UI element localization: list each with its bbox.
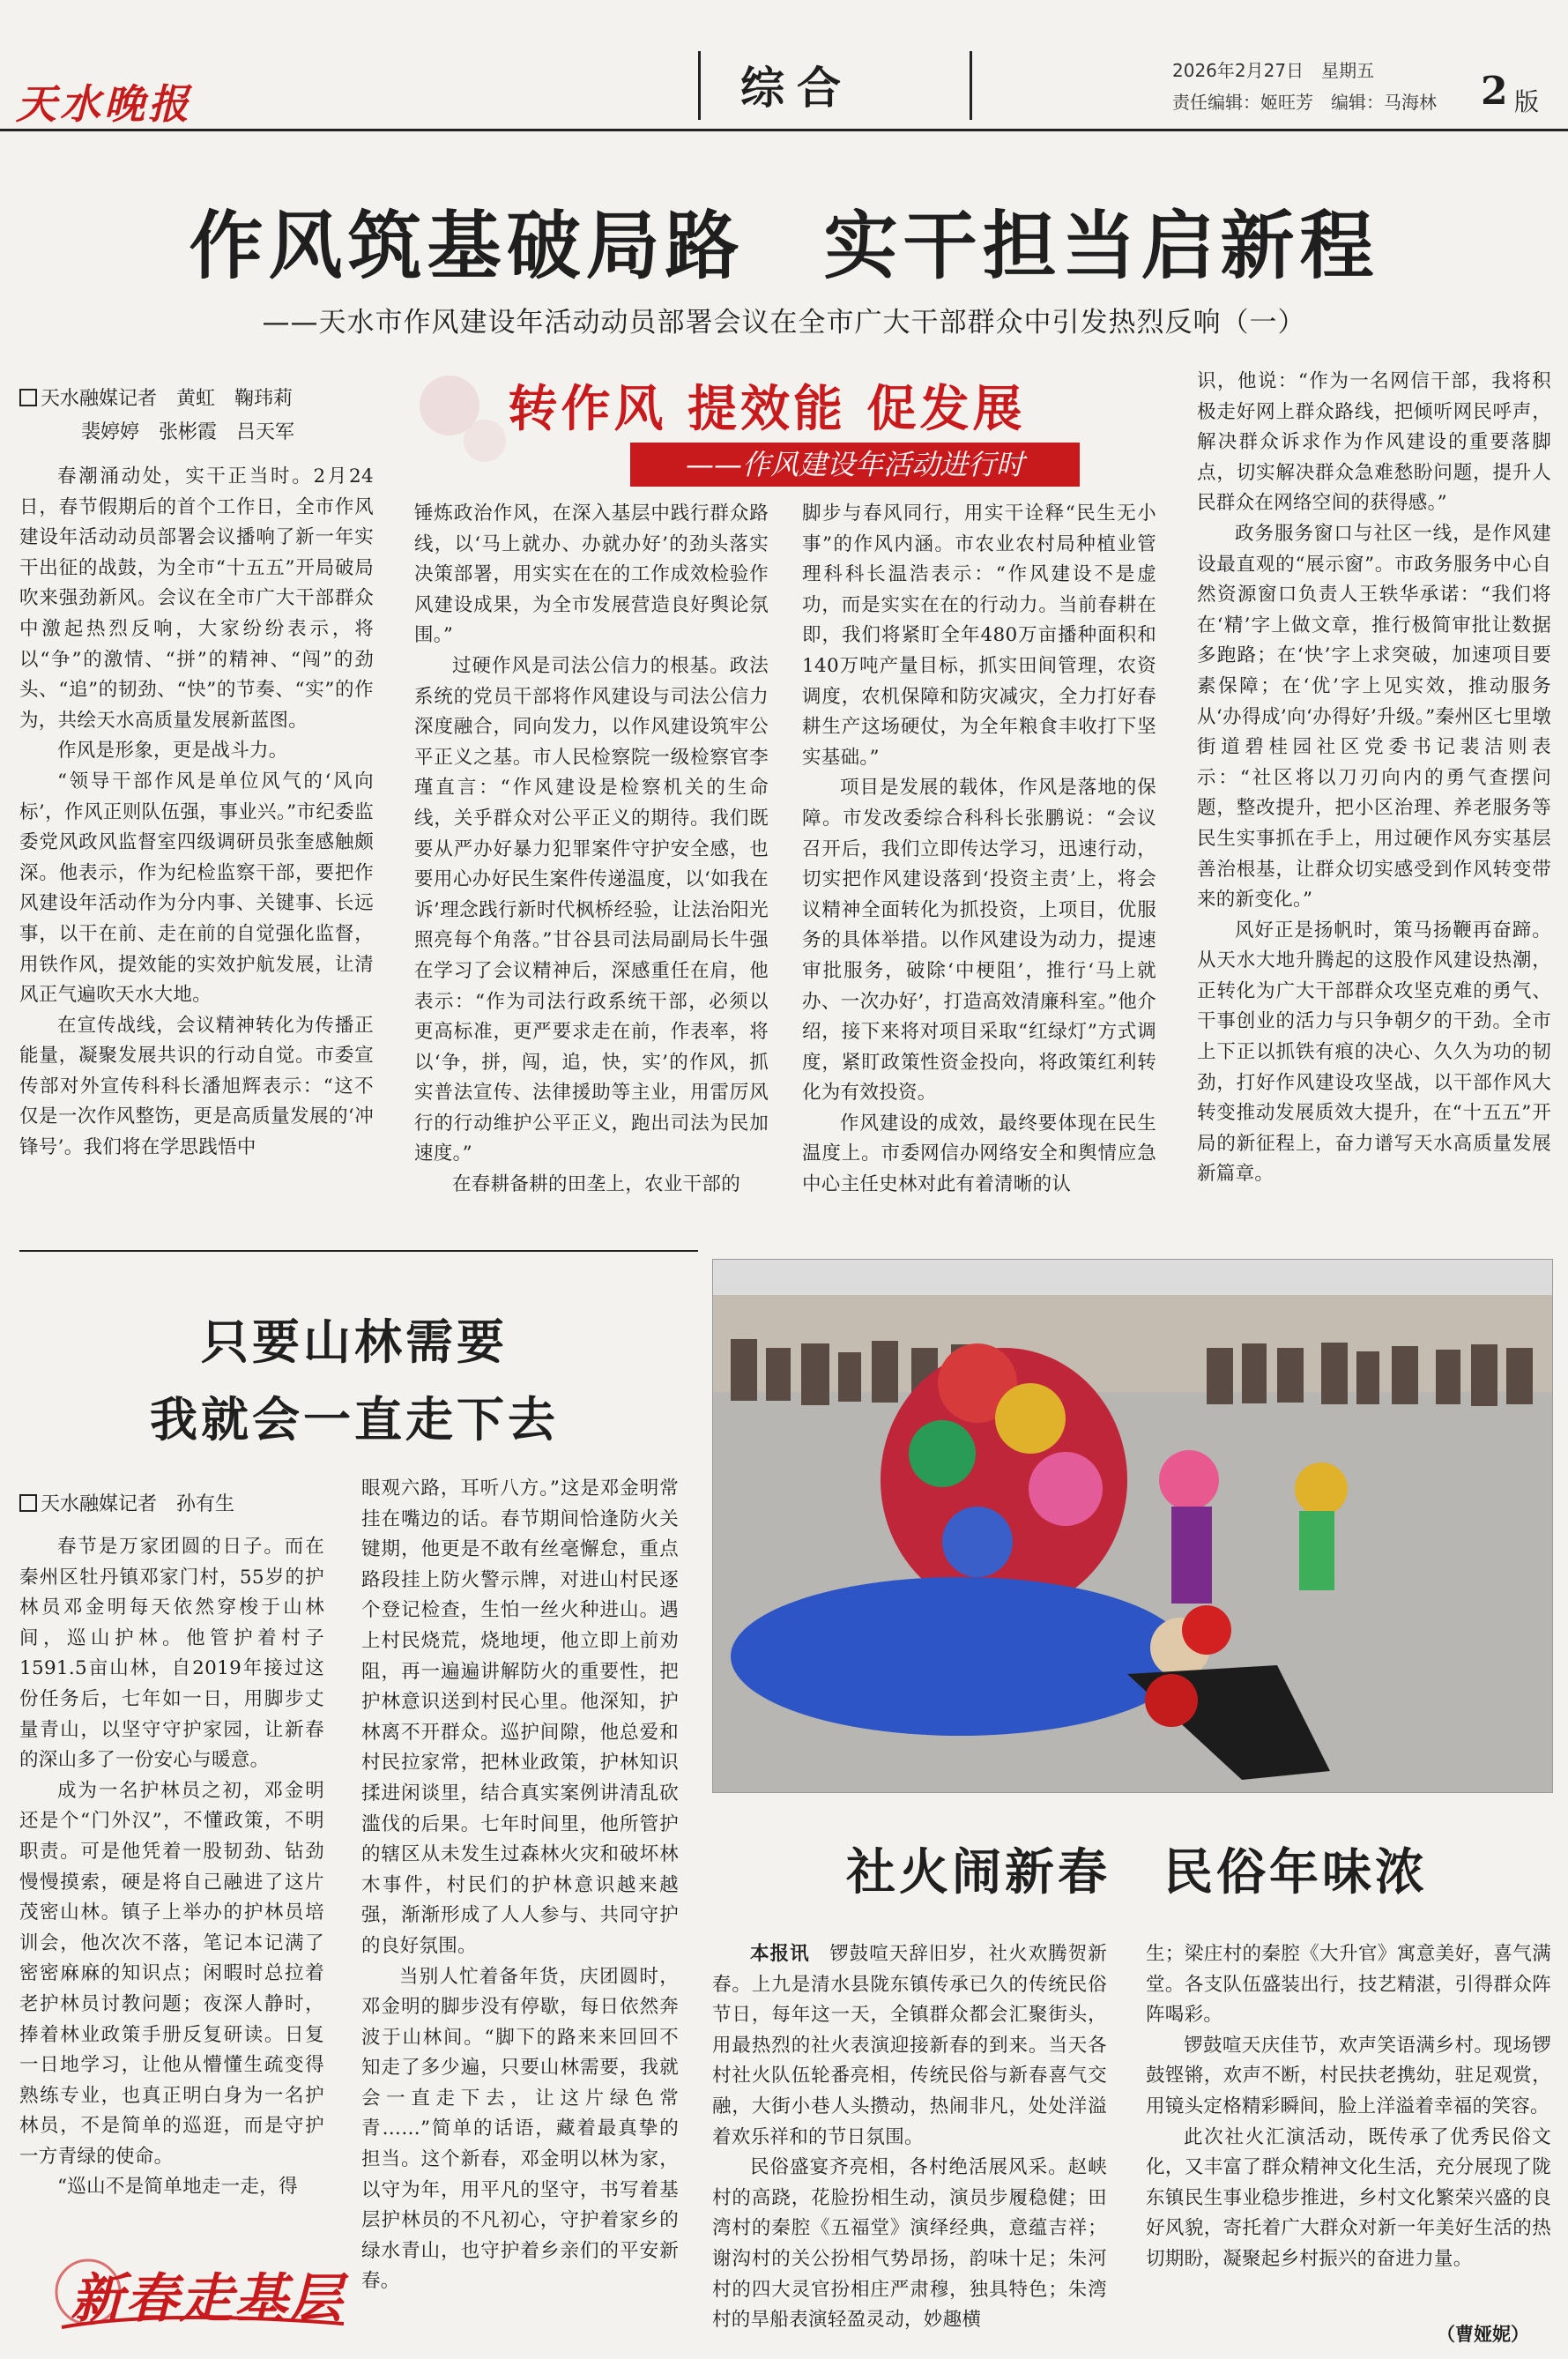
- shehuo-credit: （曹娅妮）: [1437, 2324, 1529, 2345]
- photo-illustration: [713, 1260, 1552, 1792]
- lead-byline: 天水融媒记者 黄虹 鞠玮莉: [19, 384, 293, 414]
- lead-column-4: 识，他说：“作为一名网信干部，我将积极走好网上群众路线，把倾听网民呼声，解决群众诉求作为作风建设的重要落脚点，切实解决群众急难愁盼问题，提升人民群众在网络空间的获得感。” 政务服务窗口与社区一线，是作风建设最直观的“展示窗”。市政务服务中心自然资源窗口负责人王轶华承诺：“我们将在‘精’字上做文章，推行极简审批让数据多跑路；在‘快’字上求突破，加速项目要素保障；在‘优’字上见实效，推动服务从‘办得成’向‘办得好’升级。”秦州区七里墩街道碧桂园社区党委书记裴洁则表示：“社区将以刀刃向内的勇气查摆问题，整改提升，把小区治理、养老服务等民生实事抓在手上，用过硬作风夯实基层善治根基，让群众切实感受到作风转变带来的新变化。” 风好正是扬帆时，策马扬鞭再奋蹄。从天水大地升腾起的这股作风建设热潮，正转化为广大干部群众攻坚克难的勇气、干事创业的活力与只争朝夕的干劲。全市上下正以抓铁有痕的决心、久久为功的韧劲，打好作风建设攻坚战，以干部作风大转变推动发展质效大提升，在“十五五”开局的新征程上，奋力谱写天水高质量发展新篇章。: [1197, 370, 1551, 1186]
- lead-column-1: 春潮涌动处，实干正当时。2月24日，春节假期后的首个工作日，全市作风建设年活动动员部署会议播响了新一年实干出征的战鼓，为全市“十五五”开局破局吹来强劲新风。会议在全市广大干部群众中激起热烈反响，大家纷纷表示，将以“争”的激情、“拼”的精神、“闯”的劲头、“追”的韧劲、“快”的节奏、“实”的作为，共绘天水高质量发展新蓝图。 作风是形象，更是战斗力。 “领导干部作风是单位风气的‘风向标’，作风正则队伍强，事业兴。”市纪委监委党风政风监督室四级调研员张奎感触颇深。他表示，作为纪检监察干部，要把作风建设年活动作为分内事、关键事、长远事，以干在前、走在前的自觉强化监督，用铁作风，提效能的实效护航发展，让清风正气遍吹天水大地。 在宣传战线，会议精神转化为传播正能量，凝聚发展共识的行动自觉。市委宣传部对外宣传科科长潘旭辉表示：“这不仅是一次作风整饬，更是高质量发展的‘冲锋号’。我们将在学思践悟中: [19, 465, 374, 1159]
- section-divider: [19, 1250, 698, 1252]
- lead-headline: 作风筑基破局路 实干担当启新程: [189, 202, 1379, 289]
- page-number: 2: [1481, 69, 1508, 114]
- shehuo-column-2: 生；梁庄村的秦腔《大升官》寓意美好，喜气满堂。各支队伍盛装出行，技艺精湛，引得群众阵阵喝彩。 锣鼓喧天庆佳节，欢声笑语满乡村。现场锣鼓铿锵，欢声不断，村民扶老携幼，驻足观赏，用镜头定格精彩瞬间，脸上洋溢着幸福的笑容。 此次社火汇演活动，既传承了优秀民俗文化，又丰富了群众精神文化生活，充分展现了陇东镇民生事业稳步推进，乡村文化繁荣兴盛的良好风貌，寄托着广大群众对新一年美好生活的热切期盼，凝聚起乡村振兴的奋进力量。: [1146, 1943, 1551, 2270]
- section-title: 综合: [740, 63, 853, 114]
- masthead-divider-right: [970, 51, 972, 120]
- masthead-divider-left: [698, 51, 701, 120]
- forest-column-2: 眼观六路，耳听八方。”这是邓金明常挂在嘴边的话。春节期间恰逢防火关键期，他更是不敢有丝毫懈怠，重点路段挂上防火警示牌，对进山村民逐个登记检查，生怕一丝火种进山。遇上村民烧荒，烧地埂，他立即上前劝阻，再一遍遍讲解防火的重要性，把护林意识送到村民心里。他深知，护林离不开群众。巡护间隙，他总爱和村民拉家常，把林业政策，护林知识揉进闲谈里，结合真实案例讲清乱砍滥伐的后果。七年时间里，他所管护的辖区从未发生过森林火灾和破坏林木事件，村民们的护林意识越来越强，渐渐形成了人人参与、共同守护的良好氛围。 当别人忙着备年货，庆团圆时，邓金明的脚步没有停歇，每日依然奔波于山林间。“脚下的路来来回回不知走了多少遍，只要山林需要，我就会一直走下去，让这片绿色常青……”简单的话语，藏着最真挚的担当。这个新春，邓金明以林为家，以守为年，用平凡的坚守，书写着基层护林员的不凡初心，守护着家乡的绿水青山，也守护着乡亲们的平安新春。: [361, 1477, 679, 2293]
- lead-column-3: 脚步与春风同行，用实干诠释“民生无小事”的作风内涵。市农业农村局种植业管理科科长温浩表示：“作风建设不是虚功，而是实实在在的行动力。当前春耕在即，我们将紧盯全年480万亩播种面积和140万吨产量目标，抓实田间管理，农资调度，农机保障和防灾减灾，全力打好春耕生产这场硬仗，为全年粮食丰收打下坚实基础。” 项目是发展的载体，作风是落地的保障。市发改委综合科科长张鹏说：“会议召开后，我们立即传达学习，迅速行动，切实把作风建设落到‘投资主责’上，将会议精神全面转化为抓投资，上项目，优服务的具体举措。以作风建设为动力，提速审批服务，破除‘中梗阻’，推行‘马上就办、一次办好’，打造高效清廉科室。”他介绍，接下来将对项目采取“红绿灯”方式调度，紧盯政策性资金投向，将政策红利转化为有效投资。 作风建设的成效，最终要体现在民生温度上。市委网信办网络安全和舆情应急中心主任史林对此有着清晰的认: [802, 502, 1156, 1196]
- banner-main-title: 转作风 提效能 促发展: [508, 381, 1026, 438]
- lead-column-2: 锤炼政治作风，在深入基层中践行群众路线，以‘马上就办、办就办好’的劲头落实决策部署，用实实在在的工作成效检验作风建设成果，为全市发展营造良好舆论氛围。” 过硬作风是司法公信力的根基。政法系统的党员干部将作风建设与司法公信力深度融合，同向发力，以作风建设筑牢公平正义之基。市人民检察院一级检察官李瑾直言：“作风建设是检察机关的生命线，关乎群众对公平正义的期待。我们既要从严办好暴力犯罪案件守护安全感，也要用心办好民生案件传递温度，以‘如我在诉’理念践行新时代枫桥经验，让法治阳光照亮每个角落。”甘谷县司法局副局长牛强在学习了会议精神后，深感重任在肩，他表示：“作为司法行政系统干部，必须以更高标准，更严要求走在前，作表率，将以‘争，拼，闯，追，快，实’的作风，抓实普法宣传、法律援助等主业，用雷厉风行的行动维护公平正义，跑出司法为民加速度。” 在春耕备耕的田垄上，农业干部的: [414, 502, 769, 1196]
- forest-column-1: 春节是万家团圆的日子。而在秦州区牡丹镇邓家门村，55岁的护林员邓金明每天依然穿梭于山林间，巡山护林。他管护着村子1591.5亩山林，自2019年接过这份任务后，七年如一日，用脚步丈量青山，以坚守守护家园，让新春的深山多了一份安心与暖意。 成为一名护林员之初，邓金明还是个“门外汉”，不懂政策，不明职责。可是他凭着一股韧劲、钻劲慢慢摸索，硬是将自己融进了这片茂密山林。镇子上举办的护林员培训会，他次次不落，笔记本记满了密密麻麻的知识点；闲暇时总拉着老护林员讨教问题；夜深人静时，捧着林业政策手册反复研读。日复一日地学习，让他从懵懂生疏变得熟练专业，也真正明白身为一名护林员，不是简单的巡逛，而是守护一方青绿的使命。 “巡山不是简单地走一走，得: [19, 1536, 324, 2199]
- forest-byline: 天水融媒记者 孙有生: [19, 1490, 234, 1520]
- newspaper-logo: 天水晚报: [16, 80, 192, 128]
- shehuo-column-1: 本报讯 锣鼓喧天辞旧岁，社火欢腾贺新春。上九是清水县陇东镇传承已久的传统民俗节日，每年这一天，全镇群众都会汇聚街头，用最热烈的社火表演迎接新春的到来。当天各村社火队伍轮番亮相，传统民俗与新春喜气交融，大街小巷人头攒动，热闹非凡，处处洋溢着欢乐祥和的节日氛围。 民俗盛宴齐亮相，各村绝活展风采。赵峡村的高跷，花脸扮相生动，演员步履稳健；田湾村的秦腔《五福堂》演绎经典，意蕴吉祥；谢沟村的关公扮相气势昂扬，韵味十足；朱河村的四大灵官扮相庄严肃穆，独具特色；朱湾村的旱船表演轻盈灵动，妙趣横: [712, 1943, 1107, 2332]
- masthead-rule: [0, 129, 1568, 131]
- issue-date: 2026年2月27日 星期五: [1172, 60, 1375, 81]
- byline-box-icon: [19, 1494, 37, 1512]
- editor-line: 责任编辑：姬旺芳 编辑：马海林: [1172, 92, 1437, 113]
- stamp-text: 新春走基层: [71, 2268, 344, 2330]
- page-number-suffix: 版: [1514, 87, 1540, 116]
- new-year-stamp: [53, 2239, 370, 2345]
- shehuo-headline: 社火闹新春 民俗年味浓: [846, 1843, 1428, 1901]
- shehuo-photo: [712, 1259, 1553, 1793]
- lead-byline-2: 裴婷婷 张彬霞 吕天军: [81, 421, 295, 443]
- byline-box-icon: [19, 389, 37, 406]
- news-tag: 本报讯: [750, 1943, 810, 1965]
- forest-headline-line2: 我就会一直走下去: [150, 1391, 559, 1447]
- forest-headline-line1: 只要山林需要: [201, 1313, 508, 1370]
- lead-subheadline: ——天水市作风建设年活动动员部署会议在全市广大干部群众中引发热烈反响（一）: [262, 307, 1306, 339]
- banner-subtitle: ——作风建设年活动进行时: [630, 443, 1080, 487]
- campaign-banner: [414, 370, 1119, 494]
